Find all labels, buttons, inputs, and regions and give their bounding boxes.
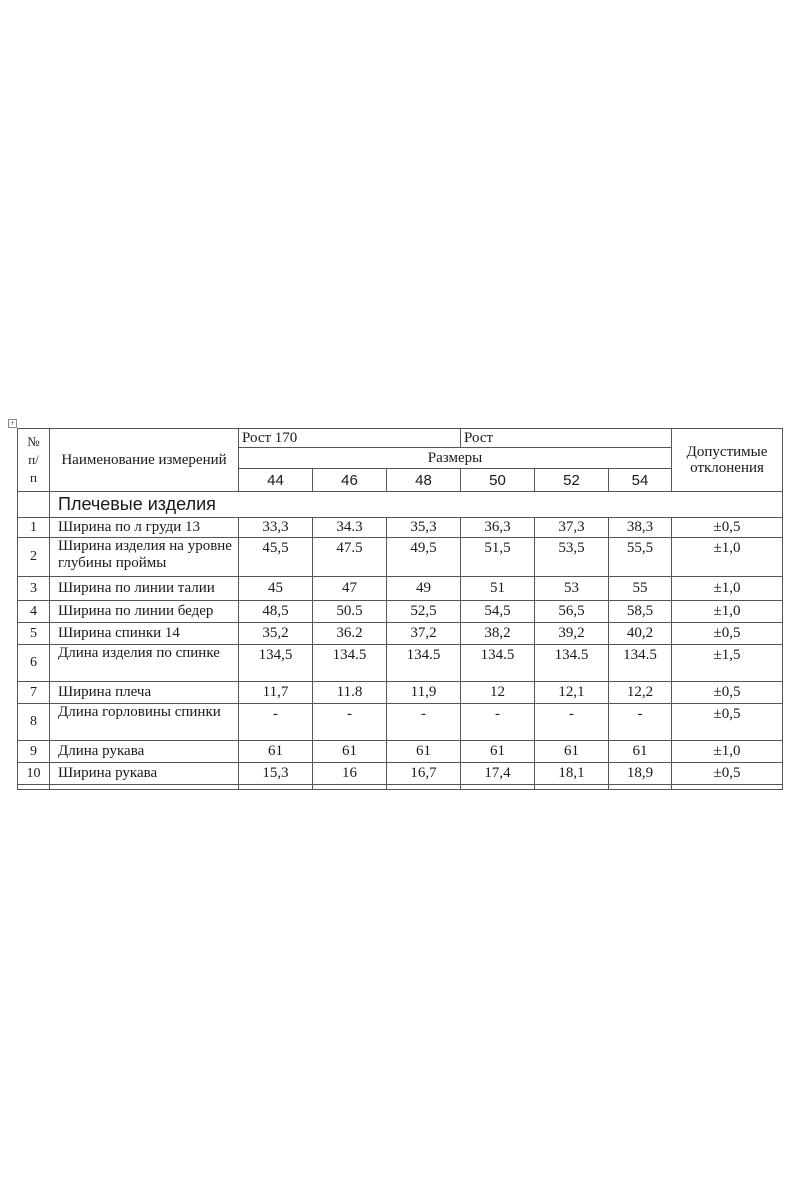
row-num: 1 (18, 518, 50, 538)
header-sizes-label: Размеры (239, 448, 672, 469)
row-value-54: 38,3 (609, 518, 672, 538)
row-value-52: 53 (535, 577, 609, 601)
table-row (18, 682, 783, 704)
table-row (18, 518, 783, 538)
row-value-46: 34.3 (313, 518, 387, 538)
row-value-44: 15,3 (239, 763, 313, 785)
row-value-54: 61 (609, 741, 672, 763)
row-value-44: 45,5 (239, 538, 313, 577)
row-value-46: 36.2 (313, 623, 387, 645)
table-row (18, 645, 783, 682)
section-title: Плечевые изделия (50, 492, 783, 518)
header-num: № п/ п (18, 429, 50, 492)
table-row (18, 704, 783, 741)
row-num: 5 (18, 623, 50, 645)
measurements-table (17, 428, 783, 790)
row-name: Ширина по линии бедер (50, 601, 239, 623)
size-header-54: 54 (609, 469, 672, 492)
row-tolerance: ±0,5 (672, 623, 783, 645)
header-name: Наименование измерений (50, 429, 239, 492)
row-value-48: - (387, 704, 461, 741)
row-value-52: 56,5 (535, 601, 609, 623)
row-tolerance: ±0,5 (672, 704, 783, 741)
row-value-44: 45 (239, 577, 313, 601)
row-value-46: 16 (313, 763, 387, 785)
row-value-54: 18,9 (609, 763, 672, 785)
header-tolerance: Допустимые отклонения (672, 429, 783, 492)
row-value-50: 36,3 (461, 518, 535, 538)
row-name: Длина изделия по спинке (50, 645, 239, 682)
row-value-50: 51 (461, 577, 535, 601)
table-row (18, 538, 783, 577)
row-value-46: 47 (313, 577, 387, 601)
row-tolerance: ±1,0 (672, 601, 783, 623)
row-value-48: 134.5 (387, 645, 461, 682)
row-value-48: 11,9 (387, 682, 461, 704)
row-value-46: 11.8 (313, 682, 387, 704)
size-header-50: 50 (461, 469, 535, 492)
row-value-44: 61 (239, 741, 313, 763)
row-num: 10 (18, 763, 50, 785)
size-header-44: 44 (239, 469, 313, 492)
row-value-54: - (609, 704, 672, 741)
table-move-handle-icon[interactable]: + (9, 420, 16, 427)
row-value-46: 61 (313, 741, 387, 763)
table-row (18, 741, 783, 763)
row-value-50: 38,2 (461, 623, 535, 645)
size-header-52: 52 (535, 469, 609, 492)
row-value-46: - (313, 704, 387, 741)
row-value-52: 12,1 (535, 682, 609, 704)
row-value-50: 61 (461, 741, 535, 763)
row-tolerance: ±0,5 (672, 518, 783, 538)
row-value-54: 58,5 (609, 601, 672, 623)
row-value-48: 35,3 (387, 518, 461, 538)
row-value-54: 55,5 (609, 538, 672, 577)
row-name: Ширина спинки 14 (50, 623, 239, 645)
row-value-46: 50.5 (313, 601, 387, 623)
row-value-50: 134.5 (461, 645, 535, 682)
table-row (18, 763, 783, 785)
row-num: 7 (18, 682, 50, 704)
row-value-54: 12,2 (609, 682, 672, 704)
table-row (18, 601, 783, 623)
table-row (18, 623, 783, 645)
row-value-44: 48,5 (239, 601, 313, 623)
row-value-52: 37,3 (535, 518, 609, 538)
row-name: Ширина по л груди 13 (50, 518, 239, 538)
row-value-50: 51,5 (461, 538, 535, 577)
row-value-46: 47.5 (313, 538, 387, 577)
row-value-48: 49 (387, 577, 461, 601)
row-value-54: 134.5 (609, 645, 672, 682)
row-value-48: 52,5 (387, 601, 461, 623)
row-value-52: - (535, 704, 609, 741)
table-row (18, 577, 783, 601)
row-num: 9 (18, 741, 50, 763)
row-tolerance: ±1,0 (672, 741, 783, 763)
row-num: 2 (18, 538, 50, 577)
section-num-empty (18, 492, 50, 518)
row-tolerance: ±0,5 (672, 682, 783, 704)
row-name: Длина рукава (50, 741, 239, 763)
row-value-44: 33,3 (239, 518, 313, 538)
row-value-52: 53,5 (535, 538, 609, 577)
row-value-44: 134,5 (239, 645, 313, 682)
row-name: Ширина рукава (50, 763, 239, 785)
row-name: Ширина плеча (50, 682, 239, 704)
row-value-54: 55 (609, 577, 672, 601)
row-value-44: 11,7 (239, 682, 313, 704)
row-name: Ширина изделия на уровне глубины проймы (50, 538, 239, 577)
row-tolerance: ±0,5 (672, 763, 783, 785)
row-name: Ширина по линии талии (50, 577, 239, 601)
row-name: Длина горловины спинки (50, 704, 239, 741)
row-value-52: 39,2 (535, 623, 609, 645)
row-value-50: - (461, 704, 535, 741)
row-num: 4 (18, 601, 50, 623)
size-header-46: 46 (313, 469, 387, 492)
row-value-48: 49,5 (387, 538, 461, 577)
row-num: 8 (18, 704, 50, 741)
row-value-48: 61 (387, 741, 461, 763)
row-tolerance: ±1,0 (672, 538, 783, 577)
row-value-48: 16,7 (387, 763, 461, 785)
row-value-44: 35,2 (239, 623, 313, 645)
row-num: 3 (18, 577, 50, 601)
row-value-50: 54,5 (461, 601, 535, 623)
row-value-46: 134.5 (313, 645, 387, 682)
row-tolerance: ±1,5 (672, 645, 783, 682)
row-value-54: 40,2 (609, 623, 672, 645)
header-rost-left: Рост 170 (239, 429, 461, 448)
header-rost-right: Рост (461, 429, 672, 448)
row-value-50: 17,4 (461, 763, 535, 785)
size-header-48: 48 (387, 469, 461, 492)
row-value-48: 37,2 (387, 623, 461, 645)
row-value-44: - (239, 704, 313, 741)
row-value-52: 61 (535, 741, 609, 763)
row-num: 6 (18, 645, 50, 682)
row-value-52: 18,1 (535, 763, 609, 785)
row-value-50: 12 (461, 682, 535, 704)
row-value-52: 134.5 (535, 645, 609, 682)
row-tolerance: ±1,0 (672, 577, 783, 601)
